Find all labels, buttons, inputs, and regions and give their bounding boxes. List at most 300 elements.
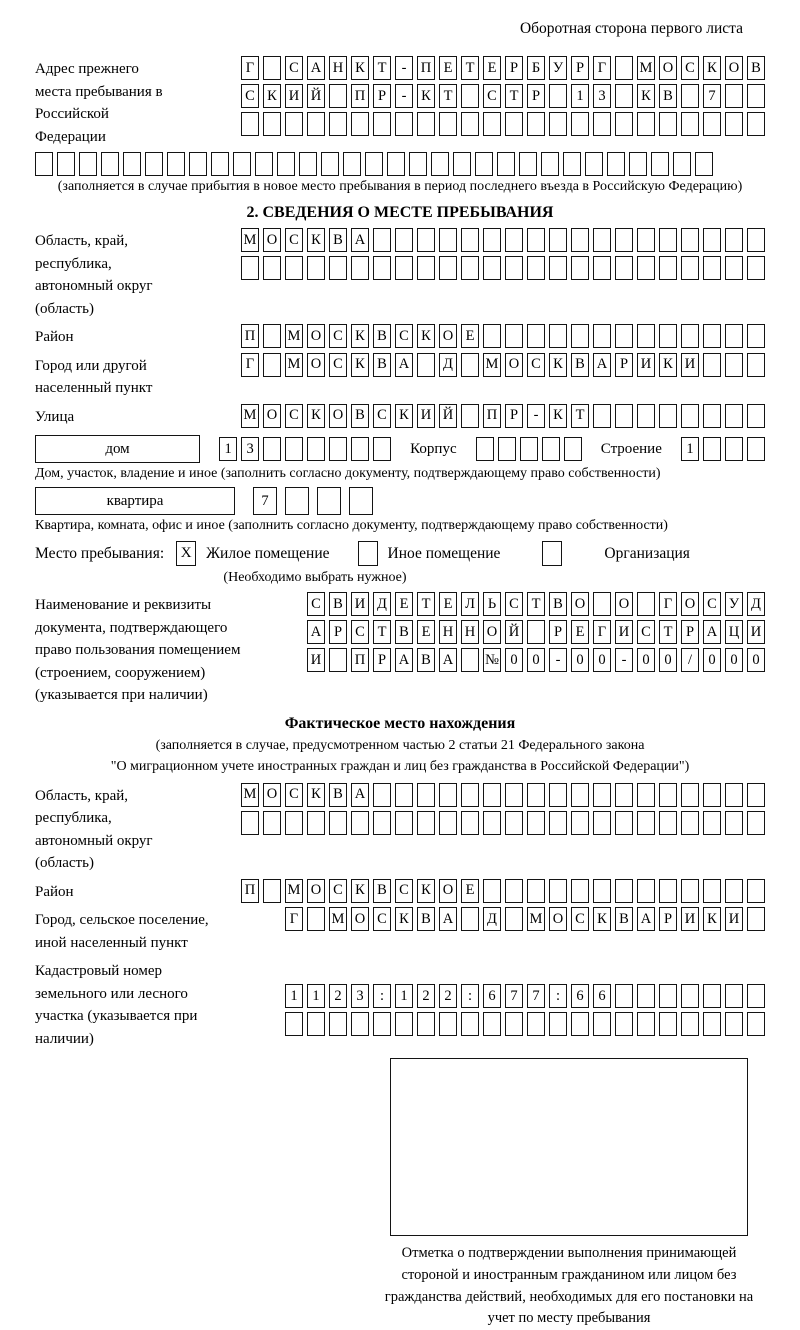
char-cell[interactable]: Л xyxy=(461,592,479,616)
char-cell[interactable] xyxy=(549,879,567,903)
char-cell[interactable]: Р xyxy=(373,648,391,672)
char-cell[interactable]: 1 xyxy=(307,984,325,1008)
char-cell[interactable]: У xyxy=(725,592,743,616)
char-cell[interactable] xyxy=(747,84,765,108)
char-cell[interactable] xyxy=(571,879,589,903)
char-cell[interactable] xyxy=(417,112,435,136)
char-cell[interactable]: И xyxy=(681,353,699,377)
char-cell[interactable] xyxy=(681,228,699,252)
char-cell[interactable]: И xyxy=(681,907,699,931)
char-cell[interactable] xyxy=(585,152,603,176)
char-cell[interactable]: С xyxy=(703,592,721,616)
char-cell[interactable]: 3 xyxy=(593,84,611,108)
char-cell[interactable] xyxy=(615,879,633,903)
char-cell[interactable] xyxy=(373,437,391,461)
char-cell[interactable]: 7 xyxy=(527,984,545,1008)
char-cell[interactable]: Р xyxy=(527,84,545,108)
char-cell[interactable] xyxy=(549,1012,567,1036)
char-cell[interactable] xyxy=(637,811,655,835)
char-cell[interactable] xyxy=(747,353,765,377)
char-cell[interactable] xyxy=(387,152,405,176)
char-cell[interactable]: Т xyxy=(461,56,479,80)
char-cell[interactable]: 1 xyxy=(219,437,237,461)
char-cell[interactable] xyxy=(681,324,699,348)
char-cell[interactable] xyxy=(263,353,281,377)
char-cell[interactable] xyxy=(747,256,765,280)
char-cell[interactable]: О xyxy=(659,56,677,80)
char-cell[interactable] xyxy=(505,256,523,280)
char-cell[interactable] xyxy=(593,1012,611,1036)
char-cell[interactable] xyxy=(549,84,567,108)
char-cell[interactable] xyxy=(681,811,699,835)
char-cell[interactable] xyxy=(571,811,589,835)
char-cell[interactable]: О xyxy=(571,592,589,616)
char-cell[interactable] xyxy=(593,592,611,616)
char-cell[interactable]: 7 xyxy=(505,984,523,1008)
char-cell[interactable] xyxy=(285,811,303,835)
char-cell[interactable] xyxy=(725,879,743,903)
char-cell[interactable]: М xyxy=(637,56,655,80)
char-cell[interactable] xyxy=(241,811,259,835)
char-cell[interactable]: 1 xyxy=(285,984,303,1008)
char-cell[interactable] xyxy=(505,811,523,835)
char-cell[interactable] xyxy=(439,112,457,136)
char-cell[interactable]: П xyxy=(417,56,435,80)
char-cell[interactable]: Т xyxy=(417,592,435,616)
char-cell[interactable] xyxy=(475,152,493,176)
char-cell[interactable]: 0 xyxy=(703,648,721,672)
char-cell[interactable] xyxy=(703,811,721,835)
char-cell[interactable] xyxy=(307,112,325,136)
char-cell[interactable] xyxy=(637,228,655,252)
char-cell[interactable] xyxy=(549,811,567,835)
char-cell[interactable]: С xyxy=(329,879,347,903)
char-cell[interactable]: 0 xyxy=(659,648,677,672)
char-cell[interactable] xyxy=(285,256,303,280)
char-cell[interactable]: Ц xyxy=(725,620,743,644)
char-cell[interactable] xyxy=(615,783,633,807)
char-cell[interactable] xyxy=(417,811,435,835)
char-cell[interactable]: К xyxy=(659,353,677,377)
char-cell[interactable]: С xyxy=(307,592,325,616)
char-cell[interactable]: И xyxy=(307,648,325,672)
char-cell[interactable] xyxy=(461,783,479,807)
char-cell[interactable] xyxy=(505,324,523,348)
char-cell[interactable]: С xyxy=(285,404,303,428)
char-cell[interactable] xyxy=(673,152,691,176)
char-cell[interactable] xyxy=(483,112,501,136)
char-cell[interactable] xyxy=(483,324,501,348)
char-cell[interactable] xyxy=(263,56,281,80)
char-cell[interactable] xyxy=(659,984,677,1008)
char-cell[interactable] xyxy=(476,437,494,461)
char-cell[interactable] xyxy=(615,256,633,280)
char-cell[interactable]: О xyxy=(439,879,457,903)
char-cell[interactable] xyxy=(351,1012,369,1036)
char-cell[interactable] xyxy=(725,984,743,1008)
char-cell[interactable] xyxy=(317,487,341,515)
char-cell[interactable] xyxy=(285,487,309,515)
char-cell[interactable]: К xyxy=(351,56,369,80)
char-cell[interactable] xyxy=(461,84,479,108)
char-cell[interactable]: В xyxy=(373,353,391,377)
char-cell[interactable] xyxy=(703,783,721,807)
char-cell[interactable] xyxy=(659,879,677,903)
char-cell[interactable]: С xyxy=(329,324,347,348)
char-cell[interactable] xyxy=(571,256,589,280)
char-cell[interactable]: С xyxy=(483,84,501,108)
char-cell[interactable]: М xyxy=(285,879,303,903)
char-cell[interactable] xyxy=(747,811,765,835)
char-cell[interactable] xyxy=(483,811,501,835)
char-cell[interactable]: М xyxy=(285,353,303,377)
char-cell[interactable]: О xyxy=(615,592,633,616)
char-cell[interactable]: Д xyxy=(439,353,457,377)
char-cell[interactable] xyxy=(307,811,325,835)
char-cell[interactable] xyxy=(637,256,655,280)
char-cell[interactable] xyxy=(505,907,523,931)
char-cell[interactable] xyxy=(629,152,647,176)
char-cell[interactable] xyxy=(329,256,347,280)
char-cell[interactable]: О xyxy=(263,228,281,252)
char-cell[interactable] xyxy=(145,152,163,176)
char-cell[interactable]: Н xyxy=(439,620,457,644)
char-cell[interactable] xyxy=(563,152,581,176)
char-cell[interactable]: Т xyxy=(439,84,457,108)
char-cell[interactable] xyxy=(329,437,347,461)
char-cell[interactable] xyxy=(417,783,435,807)
char-cell[interactable] xyxy=(747,437,765,461)
char-cell[interactable]: О xyxy=(505,353,523,377)
char-cell[interactable] xyxy=(703,256,721,280)
char-cell[interactable] xyxy=(637,324,655,348)
char-cell[interactable] xyxy=(343,152,361,176)
char-cell[interactable]: А xyxy=(351,228,369,252)
char-cell[interactable] xyxy=(167,152,185,176)
char-cell[interactable]: П xyxy=(241,879,259,903)
char-cell[interactable] xyxy=(505,1012,523,1036)
char-cell[interactable]: Е xyxy=(461,879,479,903)
char-cell[interactable]: С xyxy=(329,353,347,377)
char-cell[interactable] xyxy=(695,152,713,176)
char-cell[interactable] xyxy=(263,112,281,136)
char-cell[interactable] xyxy=(549,228,567,252)
char-cell[interactable] xyxy=(483,256,501,280)
char-cell[interactable]: С xyxy=(505,592,523,616)
char-cell[interactable]: М xyxy=(527,907,545,931)
char-cell[interactable]: А xyxy=(395,353,413,377)
char-cell[interactable]: : xyxy=(549,984,567,1008)
char-cell[interactable] xyxy=(549,783,567,807)
char-cell[interactable] xyxy=(681,783,699,807)
char-cell[interactable] xyxy=(703,404,721,428)
char-cell[interactable]: О xyxy=(439,324,457,348)
char-cell[interactable] xyxy=(615,112,633,136)
char-cell[interactable]: 0 xyxy=(637,648,655,672)
char-cell[interactable] xyxy=(607,152,625,176)
char-cell[interactable]: К xyxy=(263,84,281,108)
char-cell[interactable]: - xyxy=(527,404,545,428)
char-cell[interactable]: Е xyxy=(439,592,457,616)
char-cell[interactable] xyxy=(681,112,699,136)
char-cell[interactable] xyxy=(681,879,699,903)
char-cell[interactable] xyxy=(549,112,567,136)
char-cell[interactable]: 0 xyxy=(747,648,765,672)
char-cell[interactable] xyxy=(681,84,699,108)
char-cell[interactable]: О xyxy=(263,404,281,428)
char-cell[interactable]: 7 xyxy=(703,84,721,108)
char-cell[interactable] xyxy=(651,152,669,176)
char-cell[interactable]: А xyxy=(307,56,325,80)
char-cell[interactable] xyxy=(439,783,457,807)
char-cell[interactable] xyxy=(329,811,347,835)
char-cell[interactable]: О xyxy=(351,907,369,931)
char-cell[interactable]: Р xyxy=(659,907,677,931)
char-cell[interactable] xyxy=(101,152,119,176)
char-cell[interactable] xyxy=(571,1012,589,1036)
char-cell[interactable] xyxy=(571,324,589,348)
char-cell[interactable] xyxy=(747,404,765,428)
char-cell[interactable] xyxy=(233,152,251,176)
char-cell[interactable]: П xyxy=(351,84,369,108)
char-cell[interactable]: И xyxy=(637,353,655,377)
char-cell[interactable] xyxy=(659,404,677,428)
char-cell[interactable]: - xyxy=(395,56,413,80)
char-cell[interactable] xyxy=(483,1012,501,1036)
char-cell[interactable] xyxy=(307,907,325,931)
char-cell[interactable] xyxy=(263,811,281,835)
char-cell[interactable]: П xyxy=(483,404,501,428)
char-cell[interactable] xyxy=(417,353,435,377)
char-cell[interactable] xyxy=(659,112,677,136)
char-cell[interactable] xyxy=(659,324,677,348)
char-cell[interactable] xyxy=(637,1012,655,1036)
char-cell[interactable]: Т xyxy=(373,56,391,80)
char-cell[interactable] xyxy=(527,879,545,903)
char-cell[interactable] xyxy=(505,112,523,136)
char-cell[interactable]: 6 xyxy=(483,984,501,1008)
char-cell[interactable]: К xyxy=(549,404,567,428)
char-cell[interactable]: 0 xyxy=(527,648,545,672)
char-cell[interactable]: И xyxy=(351,592,369,616)
char-cell[interactable]: К xyxy=(417,879,435,903)
char-cell[interactable] xyxy=(241,112,259,136)
char-cell[interactable]: К xyxy=(637,84,655,108)
char-cell[interactable] xyxy=(461,228,479,252)
char-cell[interactable] xyxy=(461,112,479,136)
char-cell[interactable] xyxy=(453,152,471,176)
char-cell[interactable]: А xyxy=(593,353,611,377)
char-cell[interactable] xyxy=(725,811,743,835)
char-cell[interactable] xyxy=(593,811,611,835)
char-cell[interactable]: Е xyxy=(439,56,457,80)
char-cell[interactable] xyxy=(637,404,655,428)
char-cell[interactable] xyxy=(483,783,501,807)
char-cell[interactable] xyxy=(79,152,97,176)
char-cell[interactable] xyxy=(725,228,743,252)
char-cell[interactable]: Г xyxy=(241,56,259,80)
char-cell[interactable]: К xyxy=(351,879,369,903)
char-cell[interactable] xyxy=(527,783,545,807)
char-cell[interactable] xyxy=(542,437,560,461)
char-cell[interactable] xyxy=(703,984,721,1008)
char-cell[interactable]: А xyxy=(439,907,457,931)
char-cell[interactable] xyxy=(417,1012,435,1036)
char-cell[interactable]: М xyxy=(483,353,501,377)
char-cell[interactable]: 1 xyxy=(681,437,699,461)
char-cell[interactable]: Р xyxy=(505,56,523,80)
char-cell[interactable] xyxy=(615,228,633,252)
char-cell[interactable] xyxy=(395,783,413,807)
char-cell[interactable]: П xyxy=(351,648,369,672)
char-cell[interactable] xyxy=(747,984,765,1008)
char-cell[interactable]: Т xyxy=(571,404,589,428)
char-cell[interactable]: Р xyxy=(329,620,347,644)
char-cell[interactable]: И xyxy=(285,84,303,108)
char-cell[interactable]: 2 xyxy=(439,984,457,1008)
char-cell[interactable] xyxy=(123,152,141,176)
char-cell[interactable]: В xyxy=(373,879,391,903)
char-cell[interactable] xyxy=(681,1012,699,1036)
char-cell[interactable]: Й xyxy=(307,84,325,108)
char-cell[interactable]: В xyxy=(329,228,347,252)
char-cell[interactable]: О xyxy=(483,620,501,644)
char-cell[interactable] xyxy=(277,152,295,176)
char-cell[interactable]: А xyxy=(395,648,413,672)
char-cell[interactable]: 3 xyxy=(351,984,369,1008)
char-cell[interactable] xyxy=(189,152,207,176)
char-cell[interactable]: С xyxy=(241,84,259,108)
char-cell[interactable] xyxy=(527,324,545,348)
char-cell[interactable]: / xyxy=(681,648,699,672)
char-cell[interactable]: Т xyxy=(505,84,523,108)
char-cell[interactable]: Б xyxy=(527,56,545,80)
char-cell[interactable]: В xyxy=(373,324,391,348)
char-cell[interactable] xyxy=(351,256,369,280)
char-cell[interactable] xyxy=(725,404,743,428)
char-cell[interactable] xyxy=(703,324,721,348)
char-cell[interactable] xyxy=(659,256,677,280)
char-cell[interactable]: Р xyxy=(373,84,391,108)
char-cell[interactable] xyxy=(263,879,281,903)
char-cell[interactable] xyxy=(593,879,611,903)
char-cell[interactable]: Г xyxy=(593,56,611,80)
char-cell[interactable] xyxy=(395,256,413,280)
char-cell[interactable]: 0 xyxy=(571,648,589,672)
char-cell[interactable] xyxy=(417,256,435,280)
char-cell[interactable] xyxy=(725,437,743,461)
char-cell[interactable] xyxy=(351,112,369,136)
char-cell[interactable]: Р xyxy=(505,404,523,428)
char-cell[interactable]: К xyxy=(593,907,611,931)
char-cell[interactable]: Т xyxy=(659,620,677,644)
char-cell[interactable]: Г xyxy=(593,620,611,644)
char-cell[interactable] xyxy=(329,648,347,672)
char-cell[interactable]: С xyxy=(637,620,655,644)
char-cell[interactable] xyxy=(725,256,743,280)
char-cell[interactable]: П xyxy=(241,324,259,348)
char-cell[interactable] xyxy=(417,228,435,252)
char-cell[interactable]: О xyxy=(681,592,699,616)
char-cell[interactable] xyxy=(681,256,699,280)
char-cell[interactable] xyxy=(461,1012,479,1036)
char-cell[interactable]: К xyxy=(395,404,413,428)
char-cell[interactable] xyxy=(703,112,721,136)
char-cell[interactable]: 6 xyxy=(593,984,611,1008)
char-cell[interactable]: В xyxy=(571,353,589,377)
char-cell[interactable]: У xyxy=(549,56,567,80)
char-cell[interactable] xyxy=(527,112,545,136)
char-cell[interactable] xyxy=(593,256,611,280)
char-cell[interactable] xyxy=(439,1012,457,1036)
char-cell[interactable] xyxy=(461,353,479,377)
char-cell[interactable] xyxy=(307,1012,325,1036)
char-cell[interactable] xyxy=(519,152,537,176)
char-cell[interactable] xyxy=(329,84,347,108)
char-cell[interactable] xyxy=(747,783,765,807)
char-cell[interactable] xyxy=(505,879,523,903)
char-cell[interactable]: Д xyxy=(747,592,765,616)
char-cell[interactable]: Т xyxy=(373,620,391,644)
char-cell[interactable]: 1 xyxy=(395,984,413,1008)
char-cell[interactable] xyxy=(541,152,559,176)
char-cell[interactable] xyxy=(615,811,633,835)
char-cell[interactable]: О xyxy=(307,324,325,348)
char-cell[interactable]: 2 xyxy=(329,984,347,1008)
char-cell[interactable]: И xyxy=(615,620,633,644)
char-cell[interactable]: В xyxy=(417,648,435,672)
char-cell[interactable] xyxy=(505,228,523,252)
char-cell[interactable]: С xyxy=(681,56,699,80)
char-cell[interactable]: К xyxy=(417,84,435,108)
char-cell[interactable]: Е xyxy=(483,56,501,80)
char-cell[interactable] xyxy=(681,984,699,1008)
char-cell[interactable] xyxy=(637,879,655,903)
char-cell[interactable] xyxy=(703,228,721,252)
char-cell[interactable]: А xyxy=(307,620,325,644)
char-cell[interactable]: О xyxy=(549,907,567,931)
char-cell[interactable] xyxy=(659,811,677,835)
char-cell[interactable]: К xyxy=(395,907,413,931)
char-cell[interactable] xyxy=(439,811,457,835)
char-cell[interactable] xyxy=(461,811,479,835)
char-cell[interactable]: Г xyxy=(241,353,259,377)
char-cell[interactable]: И xyxy=(747,620,765,644)
checkbox-other-premises[interactable] xyxy=(358,541,378,566)
char-cell[interactable]: Р xyxy=(615,353,633,377)
char-cell[interactable]: В xyxy=(549,592,567,616)
char-cell[interactable] xyxy=(263,437,281,461)
char-cell[interactable] xyxy=(615,84,633,108)
char-cell[interactable] xyxy=(615,1012,633,1036)
char-cell[interactable] xyxy=(703,437,721,461)
char-cell[interactable] xyxy=(307,256,325,280)
char-cell[interactable] xyxy=(285,112,303,136)
char-cell[interactable] xyxy=(637,112,655,136)
char-cell[interactable]: Г xyxy=(285,907,303,931)
char-cell[interactable]: О xyxy=(329,404,347,428)
char-cell[interactable] xyxy=(703,353,721,377)
char-cell[interactable]: № xyxy=(483,648,501,672)
char-cell[interactable] xyxy=(549,256,567,280)
char-cell[interactable] xyxy=(497,152,515,176)
char-cell[interactable]: И xyxy=(725,907,743,931)
char-cell[interactable]: 2 xyxy=(417,984,435,1008)
char-cell[interactable]: М xyxy=(241,404,259,428)
char-cell[interactable]: В xyxy=(329,783,347,807)
char-cell[interactable] xyxy=(747,907,765,931)
char-cell[interactable] xyxy=(439,228,457,252)
